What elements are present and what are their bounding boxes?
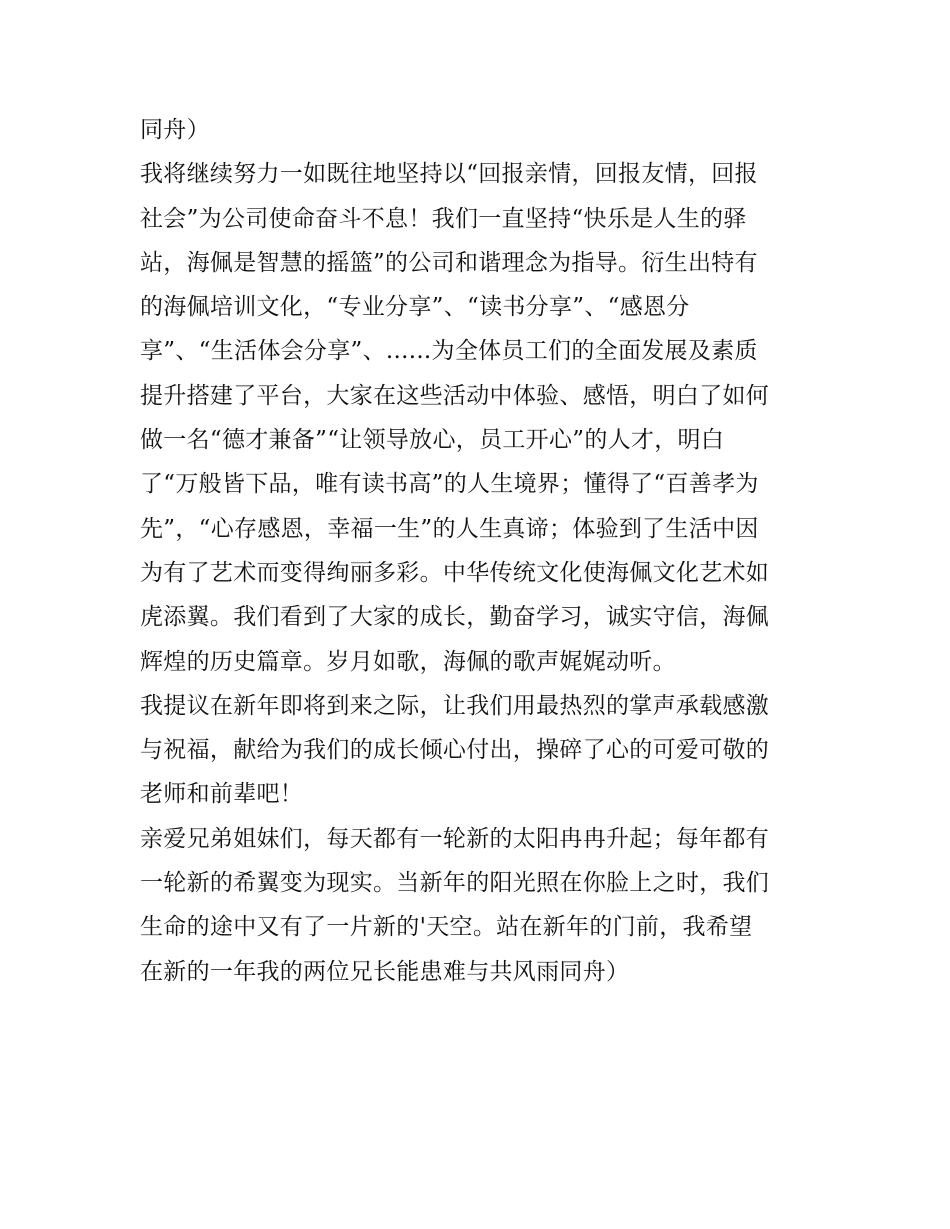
text-line: 辉煌的历史篇章。岁月如歌，海佩的歌声娓娓动听。 xyxy=(140,648,676,675)
text-line: 我提议在新年即将到来之际，让我们用最热烈的掌声承载感激 xyxy=(140,692,770,719)
text-line: 先”，“心存感恩，幸福一生”的人生真谛；体验到了生活中因 xyxy=(140,515,759,542)
text-line: 做一名“德才兼备”“让领导放心，员工开心”的人才，明白 xyxy=(140,427,725,454)
text-line: 老师和前辈吧！ xyxy=(140,781,304,808)
text-line: 虎添翼。我们看到了大家的成长，勤奋学习，诚实守信，海佩 xyxy=(140,604,770,631)
text-line: 亲爱兄弟姐妹们，每天都有一轮新的太阳冉冉升起；每年都有 xyxy=(140,825,770,852)
text-line: 生命的途中又有了一片新的'天空。站在新年的门前，我希望 xyxy=(140,914,753,941)
text-line: 社会”为公司使命奋斗不息！我们一直坚持“快乐是人生的驿 xyxy=(140,205,747,232)
text-line: 同舟） xyxy=(140,117,210,143)
document-body xyxy=(140,108,820,994)
text-line: 与祝福，献给为我们的成长倾心付出，操碎了心的可爱可敬的 xyxy=(140,737,770,764)
text-line: 在新的一年我的两位兄长能患难与共风雨同舟） xyxy=(140,958,630,985)
text-line: 的海佩培训文化，“专业分享”、“读书分享”、“感恩分 xyxy=(140,294,690,321)
text-line: 提升搭建了平台，大家在这些活动中体验、感悟，明白了如何 xyxy=(140,382,770,409)
text-line: 了“万般皆下品，唯有读书高”的人生境界；懂得了“百善孝为 xyxy=(140,471,759,498)
text-line: 我将继续努力一如既往地坚持以“回报亲情，回报友情，回报 xyxy=(140,161,758,188)
text-line: 享”、“生活体会分享”、......为全体员工们的全面发展及素质 xyxy=(140,338,758,365)
text-line: 一轮新的希翼变为现实。当新年的阳光照在你脸上之时，我们 xyxy=(140,870,770,897)
text-line: 站，海佩是智慧的摇篮”的公司和谐理念为指导。衍生出特有 xyxy=(140,249,758,276)
text-line: 为有了艺术而变得绚丽多彩。中华传统文化使海佩文化艺术如 xyxy=(140,559,770,586)
